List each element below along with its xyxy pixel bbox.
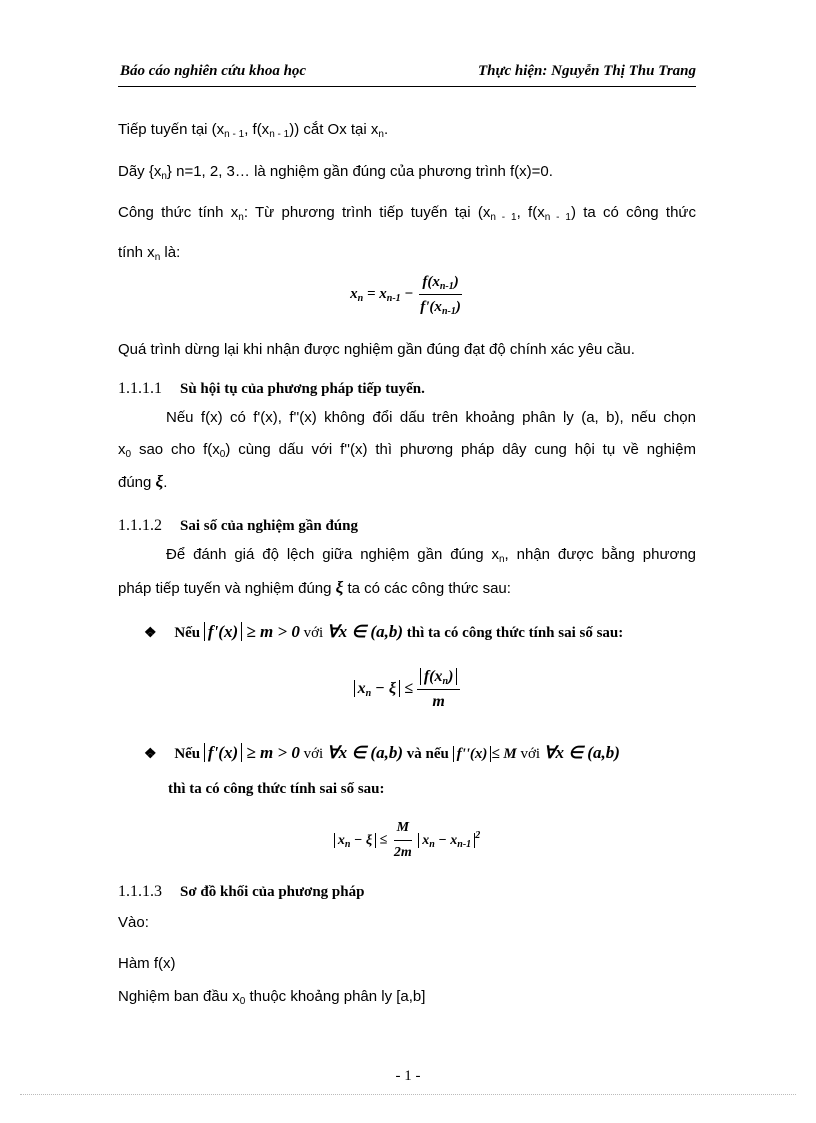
paragraph-convergence-1: Nếu f(x) có f'(x), f''(x) không đổi dấu trên khoảng phân ly (a, b), nếu chọn (166, 409, 696, 426)
header-title: Báo cáo nghiên cứu khoa học (120, 63, 307, 79)
bullet-error-bound-2-cont: thì ta có công thức tính sai số sau: (168, 781, 385, 797)
paragraph-formula-intro: Công thức tính $x_n$: Từ phương trình tiếp tuyến tại ($x_{n - 1}$, $f(x_{n - 1})$ ta có công thức (118, 204, 696, 223)
paragraph-tangent: Tiếp tuyến tại ($x_{n - 1}$, $f(x_{n - 1})$) cắt Ox tại $x_n$. (118, 121, 389, 140)
paragraph-input: Vào: (118, 914, 149, 931)
section-heading-error: 1.1.1.2 Sai số của nghiệm gần đúng (118, 517, 358, 534)
paragraph-error-2: pháp tiếp tuyến và nghiệm đúng ξ ta có các công thức sau: (118, 578, 511, 597)
equation-error-2: $x_n - \xi$ ≤ $\frac{M}{2m}$ $x_n - x_{n-1}^2$ (118, 818, 696, 863)
paragraph-stop: Quá trình dừng lại khi nhận được nghiệm gần đúng đạt độ chính xác yêu cầu. (118, 341, 635, 358)
page-bottom-divider (20, 1094, 796, 1095)
paragraph-function: Hàm f(x) (118, 955, 176, 972)
paragraph-formula-intro-cont: tính $x_n$ là: (118, 244, 181, 263)
diamond-bullet-icon: ❖ (144, 747, 157, 762)
paragraph-initial-guess: Nghiệm ban đầu $x_0$ thuộc khoảng phân ly [a,b] (118, 988, 426, 1007)
paragraph-convergence-3: đúng ξ. (118, 472, 168, 491)
equation-error-1: $x_n - \xi$ ≤ $\frac{f(x_n)}{m}$ (118, 667, 696, 712)
equation-newton: $x_n = x_{n-1}$ − $\frac{f(x_{n-1})}{f'(x_{n-1})}$ (350, 274, 461, 317)
paragraph-convergence-2: $x_0$ sao cho $f(x_0)$ cùng dấu với f''(x) thì phương pháp dây cung hội tụ về nghiệm (118, 441, 696, 460)
paragraph-error-1: Để đánh giá độ lệch giữa nghiệm gần đúng $x_n$, nhận được bằng phương (166, 546, 697, 565)
bullet-error-bound-2: ❖ Nếu f'(x) ≥ m > 0 với ∀x ∈ (a,b) và nếu f''(x) ≤ M với ∀x ∈ (a,b) (144, 743, 620, 762)
diamond-bullet-icon: ❖ (144, 626, 157, 641)
page-header (118, 60, 696, 87)
page-number: - 1 - (395, 1068, 421, 1084)
bullet-error-bound-1: ❖ Nếu f'(x) ≥ m > 0 với ∀x ∈ (a,b) thì ta có công thức tính sai số sau: (144, 622, 624, 641)
section-heading-convergence: 1.1.1.1 Sù hội tụ của phương pháp tiếp tuyến. (118, 380, 425, 397)
section-heading-flowchart: 1.1.1.3 Sơ đồ khối của phương pháp (118, 883, 365, 900)
paragraph-sequence: Dãy $\{x_n\}$ n=1, 2, 3… là nghiệm gần đúng của phương trình f(x)=0. (118, 163, 553, 182)
header-author: Thực hiện: Nguyễn Thị Thu Trang (477, 63, 696, 79)
